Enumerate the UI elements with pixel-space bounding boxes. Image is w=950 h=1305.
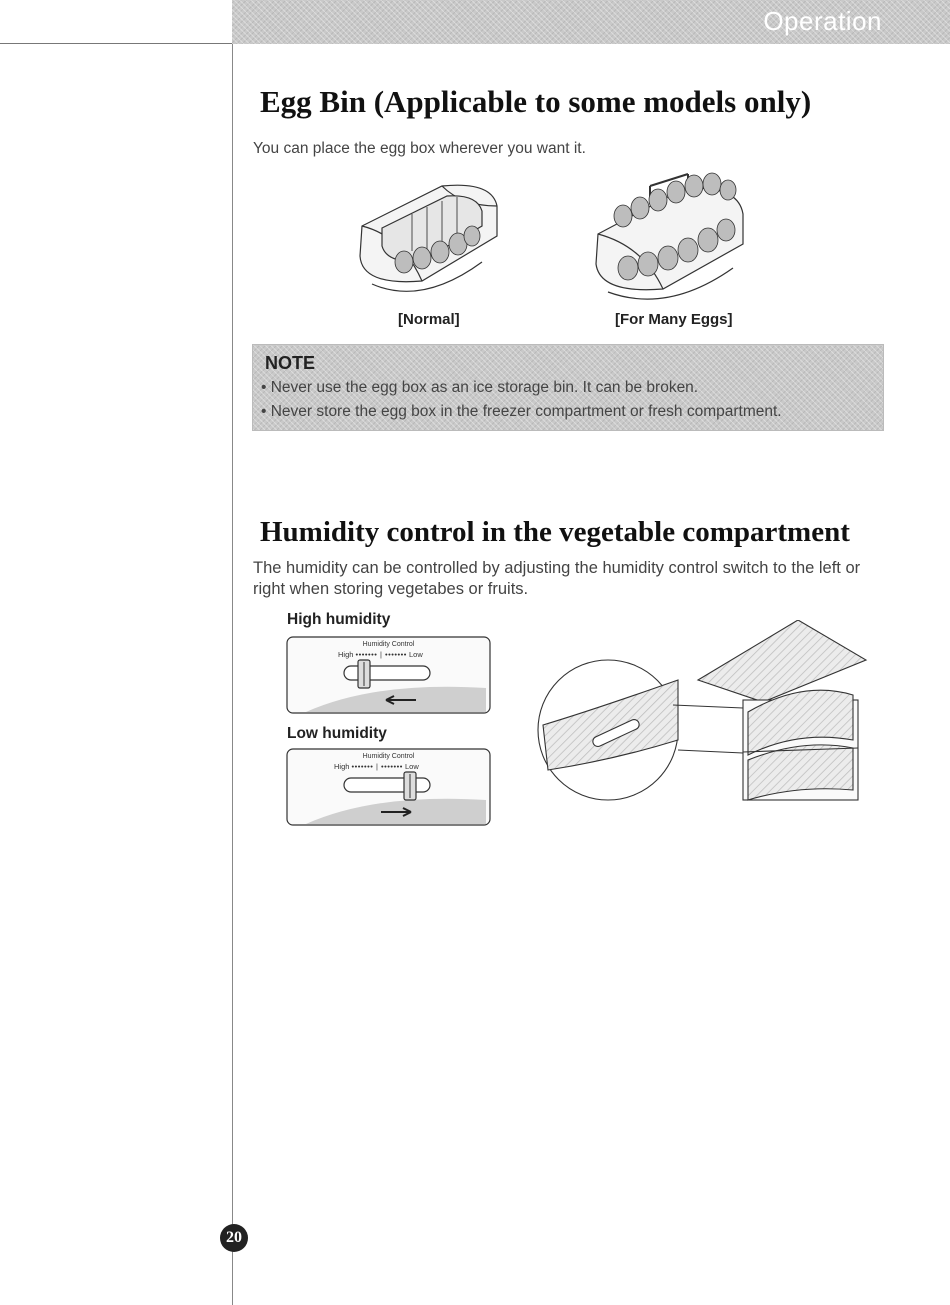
panel-scale: High ••••••• | ••••••• Low — [334, 762, 419, 771]
left-margin-rule — [232, 44, 233, 1305]
egg-bin-title: Egg Bin (Applicable to some models only) — [260, 84, 812, 119]
section-title: Operation — [763, 6, 882, 36]
high-humidity-label: High humidity — [287, 611, 391, 628]
many-eggs-caption: [For Many Eggs] — [615, 311, 733, 328]
note-item: • Never store the egg box in the freezer compartment or fresh compartment. — [261, 403, 782, 420]
egg-bin-intro: You can place the egg box wherever you want it. — [253, 140, 586, 157]
panel-scale: High ••••••• | ••••••• Low — [338, 650, 423, 659]
note-box — [252, 344, 884, 431]
vegetable-drawer-illustration — [533, 620, 868, 805]
header-bar — [232, 0, 950, 44]
low-humidity-panel — [286, 748, 491, 826]
page-number-badge: 20 — [220, 1224, 248, 1252]
humidity-intro: The humidity can be controlled by adjusting the humidity control switch to the left or right when storing vegetabes or fruits. — [253, 559, 861, 598]
note-item: • Never use the egg box as an ice storage bin. It can be broken. — [261, 379, 699, 396]
low-humidity-label: Low humidity — [287, 725, 387, 742]
panel-caption: Humidity Control — [362, 641, 415, 648]
normal-caption: [Normal] — [398, 311, 460, 328]
egg-bin-normal-illustration — [352, 166, 502, 306]
humidity-title: Humidity control in the vegetable compartment — [260, 516, 850, 548]
egg-bin-many-eggs-illustration — [588, 164, 748, 306]
high-humidity-panel — [286, 636, 491, 714]
header-rule — [0, 43, 232, 44]
panel-caption: Humidity Control — [362, 753, 415, 760]
note-title: NOTE — [265, 353, 316, 373]
